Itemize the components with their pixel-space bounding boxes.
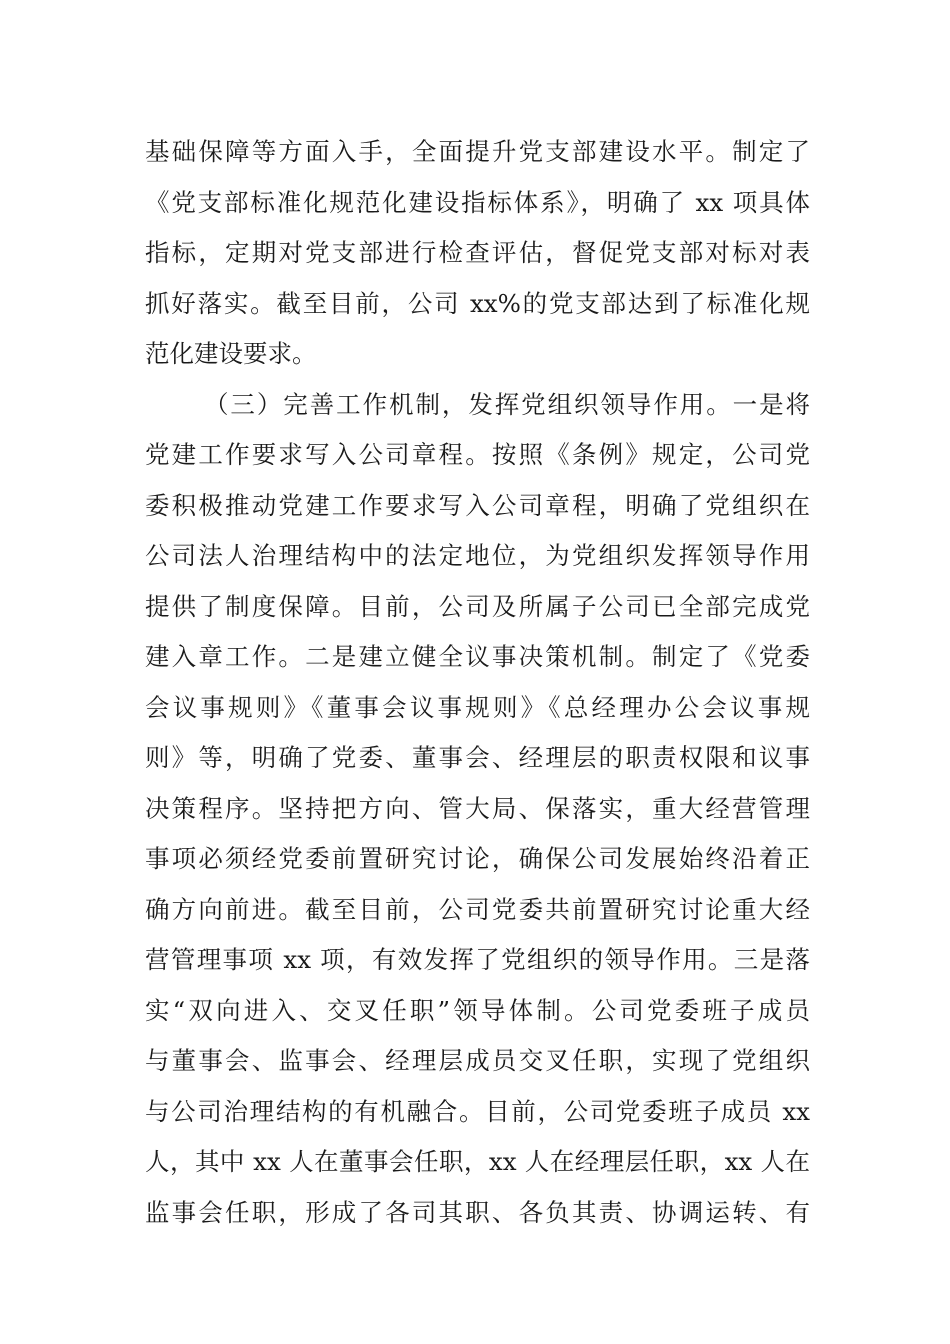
paragraph-2-line: 人，其中 xx 人在董事会任职，xx 人在经理层任职，xx 人在 bbox=[145, 1147, 810, 1176]
paragraph-1-line: 指标，定期对党支部进行检查评估，督促党支部对标对表 bbox=[145, 238, 810, 267]
paragraph-2-line: 会议事规则》《董事会议事规则》《总经理办公会议事规 bbox=[145, 692, 810, 722]
paragraph-2-line: 公司法人治理结构中的法定地位，为党组织发挥领导作用 bbox=[145, 541, 810, 570]
paragraph-2-line: 提供了制度保障。目前，公司及所属子公司已全部完成党 bbox=[145, 591, 810, 621]
paragraph-1-line: 基础保障等方面入手，全面提升党支部建设水平。制定了 bbox=[145, 137, 810, 166]
paragraph-2 bbox=[145, 380, 810, 1239]
paragraph-2-line: 党建工作要求写入公司章程。按照《条例》规定，公司党 bbox=[145, 440, 810, 469]
paragraph-1-line: 抓好落实。截至目前，公司 xx%的党支部达到了标准化规 bbox=[145, 288, 810, 318]
paragraph-1-line: 范化建设要求。 bbox=[145, 339, 317, 368]
paragraph-2-line: 实“双向进入、交叉任职”领导体制。公司党委班子成员 bbox=[145, 995, 810, 1025]
paragraph-2-line: 建入章工作。二是建立健全议事决策机制。制定了《党委 bbox=[145, 642, 810, 671]
paragraph-2-line: 与公司治理结构的有机融合。目前，公司党委班子成员 xx bbox=[145, 1096, 810, 1126]
paragraph-2-line: 则》等，明确了党委、董事会、经理层的职责权限和议事 bbox=[145, 743, 810, 772]
paragraph-2-heading-line: （三）完善工作机制，发挥党组织领导作用。一是将 bbox=[204, 389, 810, 419]
paragraph-2-line: 与董事会、监事会、经理层成员交叉任职，实现了党组织 bbox=[145, 1046, 810, 1075]
paragraph-2-line: 营管理事项 xx 项，有效发挥了党组织的领导作用。三是落 bbox=[145, 945, 810, 974]
paragraph-1-line: 《党支部标准化规范化建设指标体系》，明确了 xx 项具体 bbox=[145, 187, 810, 217]
paragraph-2-line: 决策程序。坚持把方向、管大局、保落实，重大经营管理 bbox=[145, 793, 810, 823]
paragraph-2-line: 确方向前进。截至目前，公司党委共前置研究讨论重大经 bbox=[145, 894, 810, 924]
paragraph-2-line: 委积极推动党建工作要求写入公司章程，明确了党组织在 bbox=[145, 490, 810, 520]
document-body bbox=[145, 127, 810, 1238]
paragraph-2-line: 监事会任职，形成了各司其职、各负其责、协调运转、有 bbox=[145, 1197, 810, 1227]
paragraph-2-line: 事项必须经党委前置研究讨论，确保公司发展始终沿着正 bbox=[145, 844, 810, 873]
paragraph-1 bbox=[145, 127, 810, 380]
